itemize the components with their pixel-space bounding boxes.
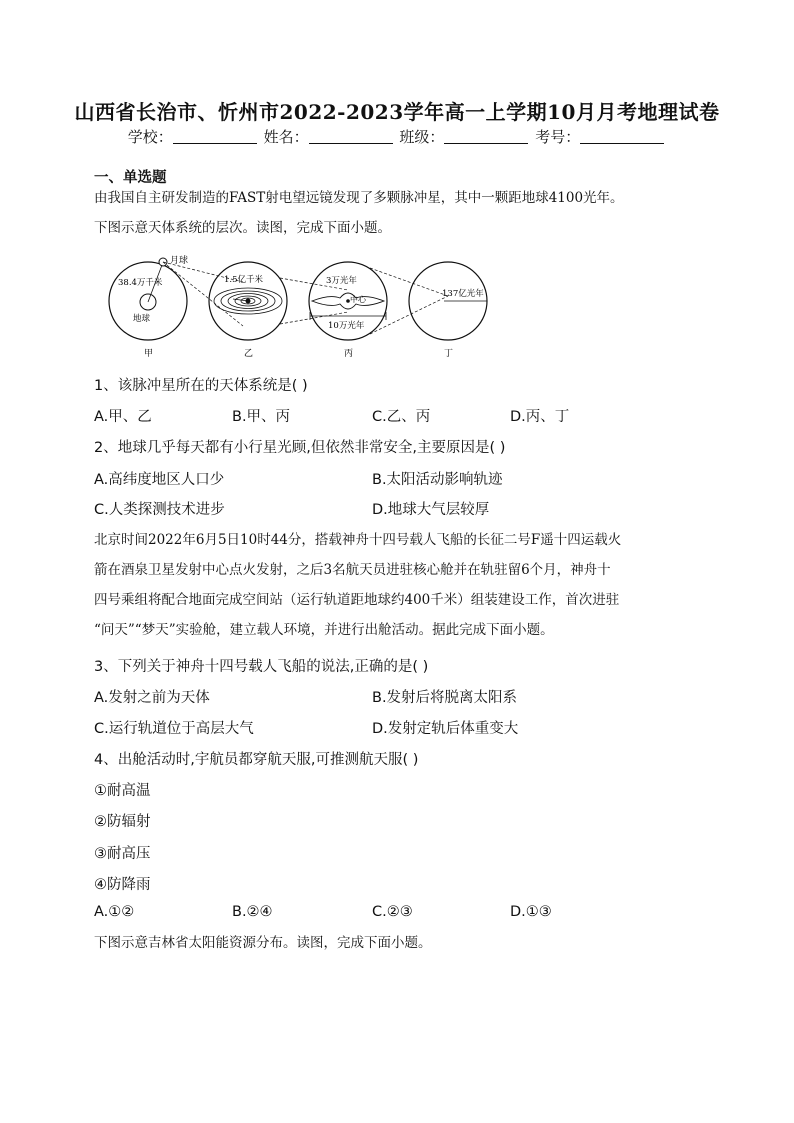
question-3-stem: 3、下列关于神舟十四号载人飞船的说法,正确的是( ) <box>94 659 429 675</box>
q4-item-1: ①耐高温 <box>94 783 151 799</box>
earth-label: 地球 <box>133 314 151 324</box>
q3-option-a[interactable]: A.发射之前为天体 <box>94 690 210 706</box>
bing-label: 丙 <box>344 349 354 359</box>
name-label: 姓名： <box>263 128 309 146</box>
name-blank <box>309 129 393 144</box>
ding-distance-label: 137亿光年 <box>442 289 484 299</box>
school-label: 学校： <box>127 128 173 146</box>
passage-2-line-4: “问天”“梦天”实验舱，建立载人环境，并进行出舱活动。据此完成下面小题。 <box>94 622 554 638</box>
q1-option-c[interactable]: C.乙、丙 <box>372 409 431 425</box>
number-label: 考号： <box>535 128 581 146</box>
passage-2-line-2: 箭在酒泉卫星发射中心点火发射，之后3名航天员进驻核心舱并在轨驻留6个月，神舟十 <box>94 562 611 578</box>
question-2-stem: 2、地球几乎每天都有小行星光顾,但依然非常安全,主要原因是( ) <box>94 440 506 456</box>
yi-distance-label: 1.5亿千米 <box>224 275 264 285</box>
q4-option-c[interactable]: C.②③ <box>372 904 413 920</box>
q4-item-2: ②防辐射 <box>94 814 151 830</box>
q3-option-c[interactable]: C.运行轨道位于高层大气 <box>94 721 254 737</box>
passage-3 <box>94 928 704 958</box>
q1-option-b[interactable]: B.甲、丙 <box>232 409 291 425</box>
passage-2 <box>94 525 704 645</box>
q2-option-c[interactable]: C.人类探测技术进步 <box>94 502 225 518</box>
q3-option-d[interactable]: D.发射定轨后体重变大 <box>372 721 519 737</box>
bing-center-label: 中心 <box>350 295 366 304</box>
school-blank <box>173 129 257 144</box>
jia-label: 甲 <box>144 349 154 359</box>
yi-label: 乙 <box>244 349 254 359</box>
class-label: 班级： <box>399 128 445 146</box>
bing-width-label: 10万光年 <box>328 321 365 331</box>
moon-label: 月球 <box>170 256 189 266</box>
q4-option-b[interactable]: B.②④ <box>232 904 273 920</box>
q3-option-b[interactable]: B.发射后将脱离太阳系 <box>372 690 518 706</box>
q2-option-a[interactable]: A.高纬度地区人口少 <box>94 472 225 488</box>
q4-item-4: ④防降雨 <box>94 877 151 893</box>
student-info-line <box>0 126 794 147</box>
question-4-stem: 4、出舱活动时,宇航员都穿航天服,可推测航天服( ) <box>94 752 419 768</box>
q4-option-a[interactable]: A.①② <box>94 904 135 920</box>
ding-label: 丁 <box>444 349 454 359</box>
q1-option-a[interactable]: A.甲、乙 <box>94 409 152 425</box>
q2-option-d[interactable]: D.地球大气层较厚 <box>372 502 490 518</box>
passage-1-line-2: 下图示意天体系统的层次。读图，完成下面小题。 <box>94 220 391 236</box>
q4-item-3: ③耐高压 <box>94 846 151 862</box>
passage-1 <box>94 183 704 243</box>
class-blank <box>444 129 528 144</box>
jia-distance-label: 38.4万千米 <box>118 278 163 288</box>
page-title: 山西省长治市、忻州市2022-2023学年高一上学期10月月考地理试卷 <box>74 100 720 124</box>
q2-option-b[interactable]: B.太阳活动影响轨迹 <box>372 472 503 488</box>
q1-option-d[interactable]: D.丙、丁 <box>510 409 570 425</box>
passage-2-line-1: 北京时间2022年6月5日10时44分，搭载神舟十四号载人飞船的长征二号F遥十四运载火 <box>94 532 622 548</box>
number-blank <box>580 129 664 144</box>
question-1-stem: 1、该脉冲星所在的天体系统是( ) <box>94 378 308 394</box>
celestial-system-figure <box>100 250 500 365</box>
section-heading: 一、单选题 <box>94 170 167 186</box>
passage-3-line-1: 下图示意吉林省太阳能资源分布。读图，完成下面小题。 <box>94 935 432 951</box>
q4-option-d[interactable]: D.①③ <box>510 904 552 920</box>
bing-thickness-label: 3万光年 <box>326 276 357 286</box>
passage-2-line-3: 四号乘组将配合地面完成空间站（运行轨道距地球约400千米）组装建设工作，首次进驻 <box>94 592 620 608</box>
passage-1-line-1: 由我国自主研发制造的FAST射电望远镜发现了多颗脉冲星，其中一颗距地球4100光年。 <box>94 190 624 206</box>
